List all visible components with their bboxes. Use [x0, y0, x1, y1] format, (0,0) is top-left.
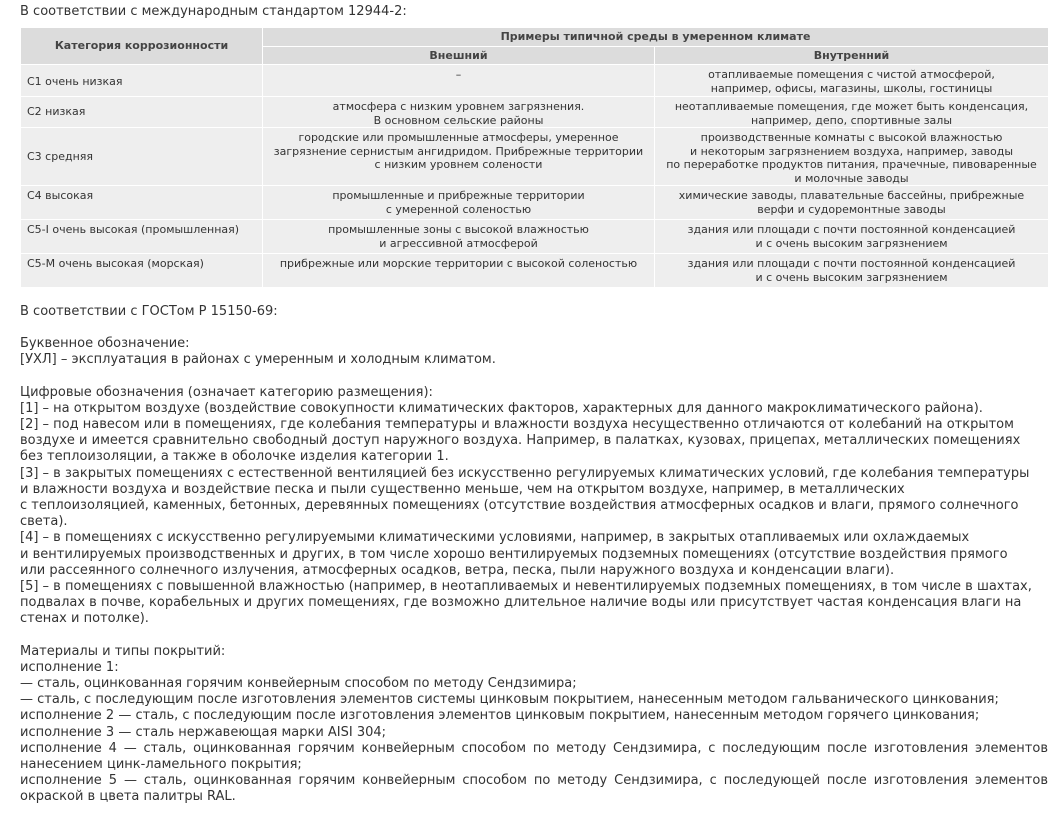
intro-text: В соответствии с международным стандартом 12944-2:	[20, 4, 407, 19]
exec-5: исполнение 5 — сталь, оцинкованная горячим конвейерным способом по методу Сендзимира, с последующей после изготовления элементов окраской в цвета палитры RAL.	[20, 773, 1048, 805]
header-examples: Примеры типичной среды в умеренном климате	[263, 28, 1049, 47]
table-row	[21, 186, 1049, 220]
exec-4: исполнение 4 — сталь, оцинкованная горячим конвейерным способом по методу Сендзимира, с последующим после изготовления элементов нанесением цинк-ламельного покрытия;	[20, 740, 1048, 773]
corrosivity-table	[20, 27, 1049, 288]
digit-1: [1] – на открытом воздухе (воздействие совокупности климатических факторов, характерных для данного макроклиматического района).	[20, 400, 983, 416]
exec-3: исполнение 3 — сталь нержавеющая марки AISI 304;	[20, 724, 387, 740]
row-outer: промышленные зоны с высокой влажностью и агрессивной атмосферой	[263, 220, 655, 254]
digit-5: [5] – в помещениях с повышенной влажностью (например, в неотапливаемых и невентилируемых подземных помещениях, в том числе в шахтах, подвалах в почве, корабельных и других помещениях, где возможно длительное наличие воды или присутствует частая конденсация влаги на стенах и потолке).	[20, 579, 1032, 627]
digit-3: [3] – в закрытых помещениях с естественной вентиляцией без искусственно регулируемых климатических условий, где колебания температуры и влажности воздуха и воздействие песка и пыли существенно меньше, чем на открытом воздухе, например, в металлических с теплоизоляцией, каменных, бетонных, деревянных помещениях (отсутствие воздействия атмосферных осадков и влаги, прямого солнечного света).	[20, 465, 1030, 530]
row-category: C5-M очень высокая (морская)	[21, 254, 263, 288]
gost-heading: В соответствии с ГОСТом Р 15150-69:	[20, 304, 278, 319]
digit-2: [2] – под навесом или в помещениях, где колебания температуры и влажности воздуха несущественно отличаются от колебаний на открытом воздухе и имеется сравнительно свободный доступ наружного воздуха. Например, в палатках, кузовах, прицепах, металлических помещениях без теплоизоляции, а также в оболочке изделия категории 1.	[20, 417, 1021, 465]
row-category: C1 очень низкая	[21, 65, 263, 97]
row-outer: городские или промышленные атмосферы, умеренное загрязнение сернистым ангидридом. Прибрежные территории с низким уровнем солености	[263, 128, 655, 186]
header-inner: Внутренний	[655, 46, 1049, 65]
letter-text: [УХЛ] – эксплуатация в районах с умеренным и холодным климатом.	[20, 352, 496, 368]
row-inner: неотапливаемые помещения, где может быть конденсация, например, депо, спортивные залы	[655, 97, 1049, 128]
row-outer: промышленные и прибрежные территории с умеренной соленостью	[263, 186, 655, 220]
row-category: C3 средняя	[21, 128, 263, 186]
table-row	[21, 128, 1049, 186]
row-category: C2 низкая	[21, 97, 263, 128]
row-inner: здания или площади с почти постоянной конденсацией и с очень высоким загрязнением	[655, 254, 1049, 288]
gost-section	[20, 304, 1048, 806]
header-category: Категория коррозионности	[21, 28, 263, 65]
table-row	[21, 97, 1049, 128]
row-inner: отапливаемые помещения с чистой атмосферой, например, офисы, магазины, школы, гостиницы	[655, 65, 1049, 97]
row-category: C5-I очень высокая (промышленная)	[21, 220, 263, 254]
row-outer: –	[263, 65, 655, 97]
table-row	[21, 254, 1049, 288]
digit-4: [4] – в помещениях с искусственно регулируемыми климатическими условиями, например, в закрытых отапливаемых или охлаждаемых и вентилируемых производственных и других, в том числе хорошо вентилируемых подземных помещениях (отсутствие воздействия прямого или рассеянного солнечного излучения, атмосферных осадков, ветра, песка, пыли наружного воздуха и конденсации влаги).	[20, 530, 1008, 578]
letter-title: Буквенное обозначение:	[20, 336, 190, 352]
digit-title: Цифровые обозначения (означает категорию размещения):	[20, 384, 433, 400]
row-category: C4 высокая	[21, 186, 263, 220]
header-outer: Внешний	[263, 46, 655, 65]
row-inner: здания или площади с почти постоянной конденсацией и с очень высоким загрязнением	[655, 220, 1049, 254]
row-inner: производственные комнаты с высокой влажностью и некоторым загрязнением воздуха, например, заводы по переработке продуктов питания, прачечные, пивоваренные и молочные заводы	[655, 128, 1049, 186]
exec-1: исполнение 1:	[20, 659, 119, 675]
materials-title: Материалы и типы покрытий:	[20, 643, 226, 659]
table-row	[21, 220, 1049, 254]
row-outer: прибрежные или морские территории с высокой соленостью	[263, 254, 655, 288]
row-inner: химические заводы, плавательные бассейны, прибрежные верфи и судоремонтные заводы	[655, 186, 1049, 220]
exec-1-a: — сталь, оцинкованная горячим конвейерным способом по методу Сендзимира;	[20, 676, 577, 692]
exec-2: исполнение 2 — сталь, с последующим после изготовления элементов цинковым покрытием, нанесенным методом горячего цинкования;	[20, 708, 980, 724]
exec-1-b: — сталь, с последующим после изготовления элементов системы цинковым покрытием, нанесенным методом гальванического цинкования;	[20, 692, 999, 708]
row-outer: атмосфера с низким уровнем загрязнения. В основном сельские районы	[263, 97, 655, 128]
table-row	[21, 65, 1049, 97]
